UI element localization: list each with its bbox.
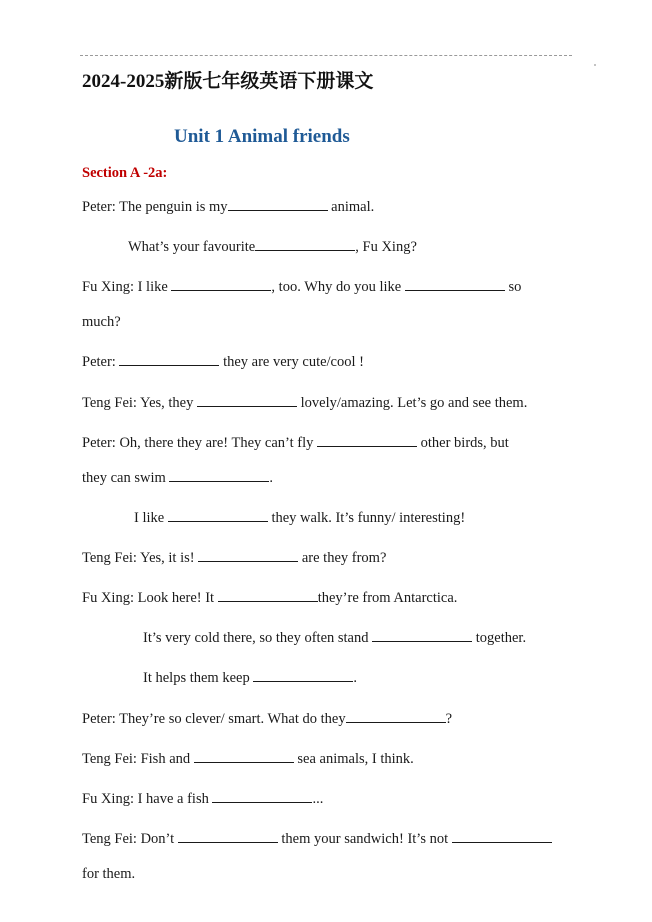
line-text: for them. bbox=[82, 866, 136, 882]
line-text: . bbox=[269, 470, 274, 486]
decorative-dot bbox=[594, 64, 596, 66]
line-text: together. bbox=[472, 630, 527, 646]
dialogue-line bbox=[82, 353, 364, 371]
dialogue-line bbox=[82, 469, 273, 487]
dialogue-line bbox=[82, 750, 414, 768]
line-text: are they from? bbox=[298, 550, 387, 566]
dialogue-line bbox=[82, 313, 121, 331]
line-text: Peter: Oh, there they are! They can’t fly bbox=[82, 435, 317, 451]
fill-in-blank[interactable] bbox=[119, 353, 219, 366]
dialogue-line bbox=[143, 669, 357, 687]
line-text: It’s very cold there, so they often stand bbox=[143, 630, 373, 646]
dialogue-line bbox=[82, 589, 457, 607]
header-dashed-rule bbox=[80, 55, 572, 56]
fill-in-blank[interactable] bbox=[405, 278, 505, 291]
fill-in-blank[interactable] bbox=[194, 750, 294, 763]
line-text: other birds, but bbox=[417, 435, 509, 451]
line-text: Peter: They’re so clever/ smart. What do they bbox=[82, 711, 346, 727]
dialogue-line bbox=[82, 830, 552, 848]
dialogue-line bbox=[82, 394, 527, 412]
fill-in-blank[interactable] bbox=[198, 549, 298, 562]
dialogue-line bbox=[134, 509, 465, 527]
document-title: 2024-2025新版七年级英语下册课文 bbox=[82, 71, 374, 92]
line-text: What’s your favourite bbox=[128, 239, 256, 255]
fill-in-blank[interactable] bbox=[228, 198, 328, 211]
dialogue-line bbox=[82, 865, 135, 883]
line-text: animal. bbox=[327, 199, 375, 215]
fill-in-blank[interactable] bbox=[372, 629, 472, 642]
fill-in-blank[interactable] bbox=[452, 830, 552, 843]
fill-in-blank[interactable] bbox=[317, 434, 417, 447]
fill-in-blank[interactable] bbox=[171, 278, 271, 291]
line-text: Fu Xing: I have a fish bbox=[82, 791, 213, 807]
line-text: Fu Xing: Look here! It bbox=[82, 590, 218, 606]
line-text: , too. Why do you like bbox=[271, 279, 405, 295]
line-text: Teng Fei: Yes, they bbox=[82, 395, 197, 411]
dialogue-line bbox=[82, 790, 323, 808]
dialogue-line bbox=[82, 549, 386, 567]
dialogue-line bbox=[82, 434, 509, 452]
fill-in-blank[interactable] bbox=[218, 589, 318, 602]
line-text: them your sandwich! It’s not bbox=[277, 831, 452, 847]
fill-in-blank[interactable] bbox=[169, 469, 269, 482]
line-text: Teng Fei: Fish and bbox=[82, 751, 194, 767]
line-text: . bbox=[353, 670, 357, 686]
fill-in-blank[interactable] bbox=[346, 710, 446, 723]
dialogue-line bbox=[128, 238, 417, 256]
line-text: Peter: The penguin is my bbox=[82, 199, 228, 215]
line-text: they’re from Antarctica. bbox=[317, 590, 458, 606]
dialogue-line bbox=[82, 278, 521, 296]
fill-in-blank[interactable] bbox=[197, 394, 297, 407]
section-heading: Section A -2a: bbox=[82, 165, 168, 181]
line-text: Teng Fei: Yes, it is! bbox=[82, 550, 199, 566]
line-text: I like bbox=[134, 510, 168, 526]
fill-in-blank[interactable] bbox=[255, 238, 355, 251]
unit-title: Unit 1 Animal friends bbox=[174, 126, 350, 147]
fill-in-blank[interactable] bbox=[168, 509, 268, 522]
line-text: ... bbox=[312, 791, 324, 807]
line-text: they can swim bbox=[82, 470, 170, 486]
dialogue-line bbox=[82, 710, 452, 728]
line-text: , Fu Xing? bbox=[355, 239, 417, 255]
line-text: Peter: bbox=[82, 354, 120, 370]
fill-in-blank[interactable] bbox=[178, 830, 278, 843]
line-text: they walk. It’s funny/ interesting! bbox=[267, 510, 466, 526]
dialogue-line bbox=[82, 198, 374, 216]
line-text: Teng Fei: Don’t bbox=[82, 831, 178, 847]
line-text: ? bbox=[445, 711, 453, 727]
line-text: sea animals, I think. bbox=[293, 751, 414, 767]
line-text: so bbox=[504, 279, 522, 295]
fill-in-blank[interactable] bbox=[212, 790, 312, 803]
line-text: much? bbox=[82, 314, 121, 330]
line-text: lovely/amazing. Let’s go and see them. bbox=[297, 395, 528, 411]
dialogue-line bbox=[143, 629, 526, 647]
line-text: Fu Xing: I like bbox=[82, 279, 172, 295]
fill-in-blank[interactable] bbox=[253, 669, 353, 682]
line-text: they are very cute/cool ! bbox=[219, 354, 364, 370]
line-text: It helps them keep bbox=[143, 670, 254, 686]
